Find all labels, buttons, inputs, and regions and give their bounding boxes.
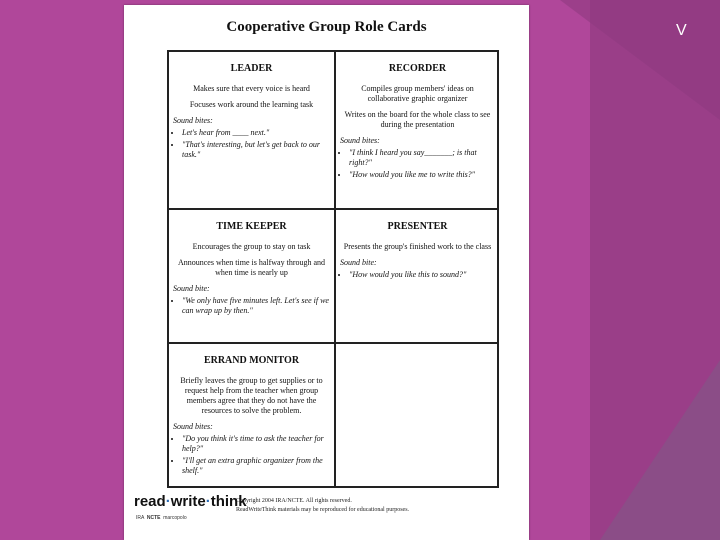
- role-cards-document: [124, 5, 529, 540]
- leader-sound-bite: • Let's hear from ____ next.": [182, 128, 330, 138]
- recorder-title: RECORDER: [388, 63, 447, 74]
- timekeeper-sound-bites-label: Sound bite:: [173, 284, 210, 293]
- logo-think: think: [210, 493, 247, 510]
- leader-line: Makes sure that every voice is heard: [193, 84, 310, 93]
- errand-monitor-sound-bites-label: Sound bites:: [173, 422, 213, 431]
- presenter-sound-bites-label: Sound bite:: [340, 258, 377, 267]
- ncte-logo: NCTE: [146, 515, 161, 521]
- presenter-sound-bite: • "How would you like this to sound?": [349, 270, 495, 280]
- role-cards-grid: [167, 50, 499, 488]
- presenter-card: [336, 222, 499, 282]
- document-footer: [132, 493, 522, 533]
- timekeeper-card: [169, 222, 334, 318]
- errand-monitor-card: [169, 356, 334, 478]
- permission-line: ReadWriteThink materials may be reproduced for educational purposes.: [236, 507, 410, 513]
- marcopolo-logo: marcopolo: [163, 515, 187, 521]
- leader-sound-bites-label: Sound bites:: [173, 116, 213, 125]
- document-title: Cooperative Group Role Cards: [226, 19, 427, 35]
- grid-divider-row1: [169, 208, 497, 210]
- leader-title: LEADER: [230, 63, 273, 74]
- errand-monitor-title: ERRAND MONITOR: [203, 355, 300, 366]
- recorder-sound-bite: • "How would you like me to write this?": [349, 170, 495, 180]
- recorder-sound-bite: • "I think I heard you say_______; is that right?": [349, 148, 495, 168]
- timekeeper-sound-bite: • "We only have five minutes left. Let's see if we can wrap up by then.": [182, 296, 330, 316]
- copyright-notice: [236, 497, 409, 515]
- logo-write: write: [170, 493, 206, 510]
- logo-read: read: [134, 493, 166, 510]
- leader-line: Focuses work around the learning task: [189, 100, 314, 109]
- timekeeper-title: TIME KEEPER: [216, 221, 287, 232]
- presenter-title: PRESENTER: [387, 221, 448, 232]
- readwritethink-logo: read·write·think: [134, 493, 247, 510]
- recorder-line: Writes on the board for the whole class to see during the presentation: [344, 110, 491, 129]
- leader-card: [169, 64, 334, 162]
- errand-monitor-line: Briefly leaves the group to get supplies or to request help from the teacher when group members agree that they do not have the resources to solve the problem.: [180, 376, 323, 415]
- recorder-line: Compiles group members' ideas on collaborative graphic organizer: [361, 84, 474, 103]
- timekeeper-line: Announces when time is halfway through and when time is nearly up: [177, 258, 326, 277]
- partner-logos: [136, 515, 187, 521]
- slide-marker: V: [676, 22, 687, 39]
- ira-logo: IRA: [136, 515, 145, 521]
- errand-monitor-sound-bite: • "Do you think it's time to ask the teacher for help?": [182, 434, 330, 454]
- presenter-line: Presents the group's finished work to the class: [343, 242, 492, 251]
- copyright-line: Copyright 2004 IRA/NCTE. All rights reserved.: [236, 498, 352, 504]
- leader-sound-bite: • "That's interesting, but let's get back to our task.": [182, 140, 330, 160]
- recorder-sound-bites-label: Sound bites:: [340, 136, 380, 145]
- grid-divider-row2: [169, 342, 497, 344]
- recorder-card: [336, 64, 499, 182]
- timekeeper-line: Encourages the group to stay on task: [192, 242, 311, 251]
- errand-monitor-sound-bite: • "I'll get an extra graphic organizer from the shelf.": [182, 456, 330, 476]
